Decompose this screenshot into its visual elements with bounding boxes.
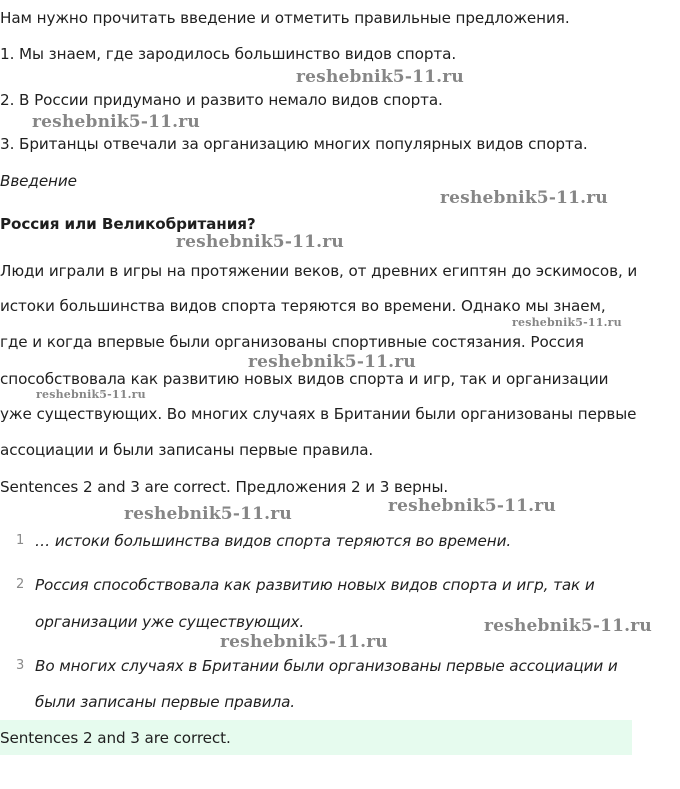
text-title: Россия или Великобритания? — [0, 215, 256, 233]
evidence-line: Россия способствовала как развитию новых видов спорта и игр, так и — [35, 576, 595, 594]
watermark: reshebnik5-11.ru — [512, 316, 622, 329]
evidence-line: … истоки большинства видов спорта теряются во времени. — [35, 532, 512, 550]
watermark: reshebnik5-11.ru — [176, 232, 344, 252]
paragraph-line: истоки большинства видов спорта теряются во времени. Однако мы знаем, — [0, 297, 606, 315]
watermark: reshebnik5-11.ru — [248, 352, 416, 372]
option-1: 1. Мы знаем, где зародилось большинство видов спорта. — [0, 45, 457, 63]
final-answer-text: Sentences 2 and 3 are correct. — [0, 729, 231, 747]
watermark: reshebnik5-11.ru — [484, 616, 652, 636]
paragraph-line: способствовала как развитию новых видов спорта и игр, так и организации — [0, 370, 609, 388]
evidence-number-2: 2 — [16, 577, 25, 592]
watermark: reshebnik5-11.ru — [388, 496, 556, 516]
paragraph-line: Люди играли в игры на протяжении веков, от древних египтян до эскимосов, и — [0, 262, 638, 280]
final-answer-box — [0, 720, 632, 755]
option-3: 3. Британцы отвечали за организацию многих популярных видов спорта. — [0, 135, 588, 153]
watermark: reshebnik5-11.ru — [296, 67, 464, 87]
watermark: reshebnik5-11.ru — [32, 112, 200, 132]
paragraph-line: где и когда впервые были организованы спортивные состязания. Россия — [0, 333, 584, 351]
watermark: reshebnik5-11.ru — [36, 388, 146, 401]
answer-line: Sentences 2 and 3 are correct. Предложения 2 и 3 верны. — [0, 478, 449, 496]
watermark: reshebnik5-11.ru — [124, 504, 292, 524]
evidence-number-3: 3 — [16, 658, 25, 673]
evidence-number-1: 1 — [16, 533, 25, 548]
intro-text: Нам нужно прочитать введение и отметить правильные предложения. — [0, 9, 570, 27]
option-2: 2. В России придумано и развито немало видов спорта. — [0, 91, 443, 109]
paragraph-line: ассоциации и были записаны первые правила. — [0, 441, 374, 459]
evidence-line: были записаны первые правила. — [35, 693, 296, 711]
paragraph-line: уже существующих. Во многих случаях в Британии были организованы первые — [0, 405, 637, 423]
evidence-line: организации уже существующих. — [35, 613, 305, 631]
text-label: Введение — [0, 172, 77, 190]
evidence-line: Во многих случаях в Британии были организованы первые ассоциации и — [35, 657, 618, 675]
watermark: reshebnik5-11.ru — [220, 632, 388, 652]
watermark: reshebnik5-11.ru — [440, 188, 608, 208]
